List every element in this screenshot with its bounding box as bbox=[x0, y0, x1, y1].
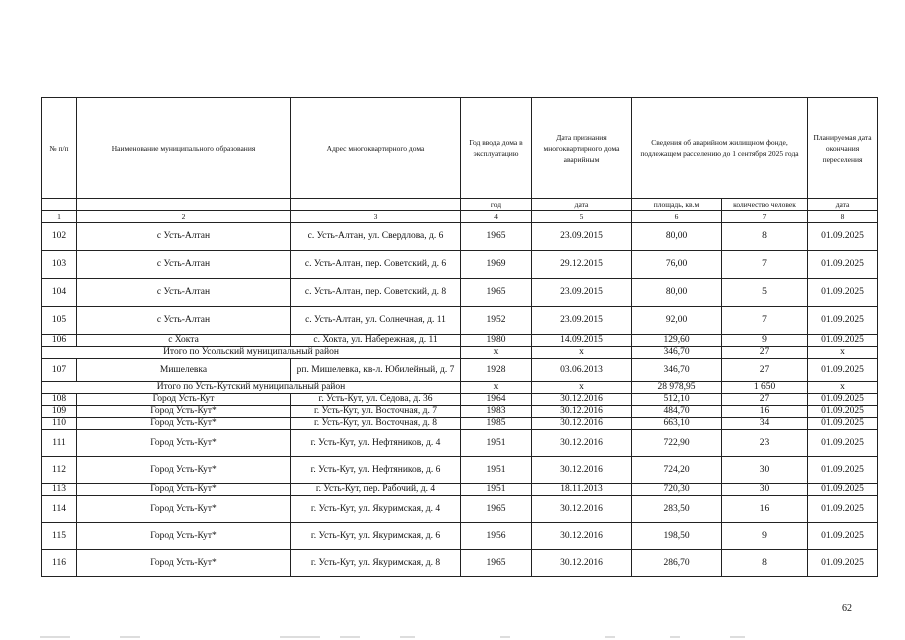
table-row bbox=[42, 484, 878, 496]
cell-plan: 01.09.2025 bbox=[808, 359, 878, 382]
cell-num: 111 bbox=[42, 430, 77, 457]
cell-date: 03.06.2013 bbox=[532, 359, 632, 382]
cell-municipality: Город Усть-Кут* bbox=[77, 430, 291, 457]
cell-date: 23.09.2015 bbox=[532, 307, 632, 335]
cell-area: 720,30 bbox=[632, 484, 722, 496]
col-number: 7 bbox=[722, 211, 808, 223]
cell-plan: 01.09.2025 bbox=[808, 335, 878, 347]
cell-area: 198,50 bbox=[632, 523, 722, 550]
cell-people: 27 bbox=[722, 347, 808, 359]
cell-municipality: Город Усть-Кут* bbox=[77, 550, 291, 577]
table-row bbox=[42, 523, 878, 550]
subheader-year: год bbox=[461, 199, 532, 211]
table-row bbox=[42, 496, 878, 523]
cell-date: 29.12.2015 bbox=[532, 251, 632, 279]
cell-people: 8 bbox=[722, 550, 808, 577]
cell-people: 27 bbox=[722, 359, 808, 382]
table-row bbox=[42, 251, 878, 279]
cell-people: 9 bbox=[722, 523, 808, 550]
total-row-ustkut bbox=[42, 382, 878, 394]
cell-year: x bbox=[461, 347, 532, 359]
cell-address: г. Усть-Кут, ул. Восточная, д. 8 bbox=[291, 418, 461, 430]
cell-date: 30.12.2016 bbox=[532, 406, 632, 418]
cell-address: г. Усть-Кут, ул. Якуримская, д. 4 bbox=[291, 496, 461, 523]
cell-municipality: Город Усть-Кут* bbox=[77, 457, 291, 484]
cell-year: 1928 bbox=[461, 359, 532, 382]
cell-year: 1951 bbox=[461, 457, 532, 484]
table-row bbox=[42, 359, 878, 382]
cell-num: 107 bbox=[42, 359, 77, 382]
cell-date: 30.12.2016 bbox=[532, 418, 632, 430]
cell-address: с. Усть-Алтан, пер. Советский, д. 8 bbox=[291, 279, 461, 307]
col-number: 4 bbox=[461, 211, 532, 223]
header-num: № п/п bbox=[42, 98, 77, 199]
cell-num: 110 bbox=[42, 418, 77, 430]
table-row bbox=[42, 418, 878, 430]
cell-year: 1965 bbox=[461, 550, 532, 577]
cell-year: 1965 bbox=[461, 279, 532, 307]
cell-municipality: с Усть-Алтан bbox=[77, 279, 291, 307]
cell-people: 8 bbox=[722, 223, 808, 251]
cell-address: г. Усть-Кут, ул. Нефтяников, д. 6 bbox=[291, 457, 461, 484]
cell-num: 105 bbox=[42, 307, 77, 335]
cell-municipality: Город Усть-Кут* bbox=[77, 523, 291, 550]
cell-date: 30.12.2016 bbox=[532, 394, 632, 406]
col-number: 6 bbox=[632, 211, 722, 223]
cell-year: 1983 bbox=[461, 406, 532, 418]
cell-address: г. Усть-Кут, ул. Нефтяников, д. 4 bbox=[291, 430, 461, 457]
cell-date: 23.09.2015 bbox=[532, 223, 632, 251]
cell-address: г. Усть-Кут, пер. Рабочий, д. 4 bbox=[291, 484, 461, 496]
cell-municipality: с Хокта bbox=[77, 335, 291, 347]
cell-municipality: Город Усть-Кут* bbox=[77, 406, 291, 418]
cell-address: г. Усть-Кут, ул. Восточная, д. 7 bbox=[291, 406, 461, 418]
cell-area: 722,90 bbox=[632, 430, 722, 457]
cell-date: 30.12.2016 bbox=[532, 430, 632, 457]
cell-year: 1964 bbox=[461, 394, 532, 406]
cell-municipality: с Усть-Алтан bbox=[77, 223, 291, 251]
cell-date: x bbox=[532, 382, 632, 394]
table-row bbox=[42, 335, 878, 347]
cell-year: 1951 bbox=[461, 430, 532, 457]
cell-date: 18.11.2013 bbox=[532, 484, 632, 496]
cell-people: 1 650 bbox=[722, 382, 808, 394]
cell-num: 103 bbox=[42, 251, 77, 279]
cell-date: 30.12.2016 bbox=[532, 496, 632, 523]
page-number: 62 bbox=[842, 603, 852, 614]
table-row bbox=[42, 279, 878, 307]
header-municipality: Наименование муниципального образования bbox=[77, 98, 291, 199]
cell-year: 1969 bbox=[461, 251, 532, 279]
cell-year: 1965 bbox=[461, 223, 532, 251]
cell-plan: 01.09.2025 bbox=[808, 496, 878, 523]
cell-address: рп. Мишелевка, кв-л. Юбилейный, д. 7 bbox=[291, 359, 461, 382]
header-address: Адрес многоквартирного дома bbox=[291, 98, 461, 199]
col-number: 8 bbox=[808, 211, 878, 223]
cell-municipality: с Усть-Алтан bbox=[77, 307, 291, 335]
cell-people: 30 bbox=[722, 457, 808, 484]
cell-area: 92,00 bbox=[632, 307, 722, 335]
total-row-usolsky bbox=[42, 347, 878, 359]
header-year: Год ввода дома в эксплуатацию bbox=[461, 98, 532, 199]
cell-plan: 01.09.2025 bbox=[808, 550, 878, 577]
col-number: 2 bbox=[77, 211, 291, 223]
cell-year: 1956 bbox=[461, 523, 532, 550]
cell-year: 1952 bbox=[461, 307, 532, 335]
cell-year: 1951 bbox=[461, 484, 532, 496]
cell-num: 108 bbox=[42, 394, 77, 406]
cell-address: с. Усть-Алтан, ул. Солнечная, д. 11 bbox=[291, 307, 461, 335]
cell-date: 30.12.2016 bbox=[532, 457, 632, 484]
table-row bbox=[42, 457, 878, 484]
cell-year: 1965 bbox=[461, 496, 532, 523]
cell-num: 104 bbox=[42, 279, 77, 307]
cell-municipality: Город Усть-Кут* bbox=[77, 418, 291, 430]
column-number-row bbox=[42, 211, 878, 223]
table-row bbox=[42, 223, 878, 251]
table-row bbox=[42, 430, 878, 457]
table-row bbox=[42, 394, 878, 406]
cell-plan: 01.09.2025 bbox=[808, 418, 878, 430]
cell-address: г. Усть-Кут, ул. Якуримская, д. 8 bbox=[291, 550, 461, 577]
cell-municipality: Мишелевка bbox=[77, 359, 291, 382]
cell-people: 27 bbox=[722, 394, 808, 406]
cell-date: x bbox=[532, 347, 632, 359]
cell-area: 663,10 bbox=[632, 418, 722, 430]
cell-address: г. Усть-Кут, ул. Седова, д. 36 bbox=[291, 394, 461, 406]
cell-people: 23 bbox=[722, 430, 808, 457]
header-row bbox=[42, 98, 878, 199]
cell-plan: 01.09.2025 bbox=[808, 307, 878, 335]
cell-year: x bbox=[461, 382, 532, 394]
cell-area: 484,70 bbox=[632, 406, 722, 418]
table-row bbox=[42, 307, 878, 335]
cell-num: 115 bbox=[42, 523, 77, 550]
cell-num: 102 bbox=[42, 223, 77, 251]
cell-area: 512,10 bbox=[632, 394, 722, 406]
cell-plan: x bbox=[808, 382, 878, 394]
cell-municipality: Город Усть-Кут* bbox=[77, 484, 291, 496]
col-number: 5 bbox=[532, 211, 632, 223]
cell-plan: 01.09.2025 bbox=[808, 523, 878, 550]
cell-year: 1985 bbox=[461, 418, 532, 430]
cell-municipality: Город Усть-Кут bbox=[77, 394, 291, 406]
cell-people: 30 bbox=[722, 484, 808, 496]
cell-num: 113 bbox=[42, 484, 77, 496]
total-label: Итого по Усть-Кутский муниципальный район bbox=[42, 382, 461, 394]
subheader-people: количество человек bbox=[722, 199, 808, 211]
cell-date: 14.09.2015 bbox=[532, 335, 632, 347]
cell-people: 16 bbox=[722, 496, 808, 523]
cell-num: 109 bbox=[42, 406, 77, 418]
cell-area: 80,00 bbox=[632, 223, 722, 251]
cell-area: 76,00 bbox=[632, 251, 722, 279]
cell-date: 30.12.2016 bbox=[532, 523, 632, 550]
cell-plan: 01.09.2025 bbox=[808, 484, 878, 496]
subheader-area: площадь, кв.м bbox=[632, 199, 722, 211]
cell-address: с. Усть-Алтан, ул. Свердлова, д. 6 bbox=[291, 223, 461, 251]
cell-people: 7 bbox=[722, 251, 808, 279]
cell-year: 1980 bbox=[461, 335, 532, 347]
cell-area: 346,70 bbox=[632, 347, 722, 359]
cell-num: 112 bbox=[42, 457, 77, 484]
cell-address: с. Хокта, ул. Набережная, д. 11 bbox=[291, 335, 461, 347]
header-planned-date: Планируемая дата окончания переселения bbox=[808, 98, 878, 199]
cell-municipality: Город Усть-Кут* bbox=[77, 496, 291, 523]
cell-plan: 01.09.2025 bbox=[808, 279, 878, 307]
cell-people: 5 bbox=[722, 279, 808, 307]
cell-area: 129,60 bbox=[632, 335, 722, 347]
table-row bbox=[42, 550, 878, 577]
cell-plan: 01.09.2025 bbox=[808, 406, 878, 418]
header-info-group: Сведения об аварийном жилищном фонде, подлежащем расселению до 1 сентября 2025 года bbox=[632, 98, 808, 199]
cell-area: 724,20 bbox=[632, 457, 722, 484]
cell-people: 16 bbox=[722, 406, 808, 418]
cell-people: 34 bbox=[722, 418, 808, 430]
total-label: Итого по Усольский муниципальный район bbox=[42, 347, 461, 359]
header-date-emergency: Дата признания многоквартирного дома аварийным bbox=[532, 98, 632, 199]
cell-num: 114 bbox=[42, 496, 77, 523]
cell-municipality: с Усть-Алтан bbox=[77, 251, 291, 279]
cell-plan: 01.09.2025 bbox=[808, 394, 878, 406]
housing-register-table bbox=[41, 97, 878, 577]
cell-plan: 01.09.2025 bbox=[808, 223, 878, 251]
cell-plan: 01.09.2025 bbox=[808, 457, 878, 484]
table-row bbox=[42, 406, 878, 418]
cell-area: 346,70 bbox=[632, 359, 722, 382]
subheader-plan: дата bbox=[808, 199, 878, 211]
cell-date: 23.09.2015 bbox=[532, 279, 632, 307]
cell-area: 283,50 bbox=[632, 496, 722, 523]
cell-area: 286,70 bbox=[632, 550, 722, 577]
subheader-row bbox=[42, 199, 878, 211]
cell-date: 30.12.2016 bbox=[532, 550, 632, 577]
cell-plan: 01.09.2025 bbox=[808, 251, 878, 279]
col-number: 3 bbox=[291, 211, 461, 223]
cell-people: 7 bbox=[722, 307, 808, 335]
cell-area: 80,00 bbox=[632, 279, 722, 307]
cell-address: с. Усть-Алтан, пер. Советский, д. 6 bbox=[291, 251, 461, 279]
cell-people: 9 bbox=[722, 335, 808, 347]
cell-address: г. Усть-Кут, ул. Якуримская, д. 6 bbox=[291, 523, 461, 550]
subheader-date: дата bbox=[532, 199, 632, 211]
cell-num: 106 bbox=[42, 335, 77, 347]
cell-plan: x bbox=[808, 347, 878, 359]
cell-area: 28 978,95 bbox=[632, 382, 722, 394]
cell-plan: 01.09.2025 bbox=[808, 430, 878, 457]
col-number: 1 bbox=[42, 211, 77, 223]
cropped-next-row-edge bbox=[30, 632, 850, 640]
cell-num: 116 bbox=[42, 550, 77, 577]
